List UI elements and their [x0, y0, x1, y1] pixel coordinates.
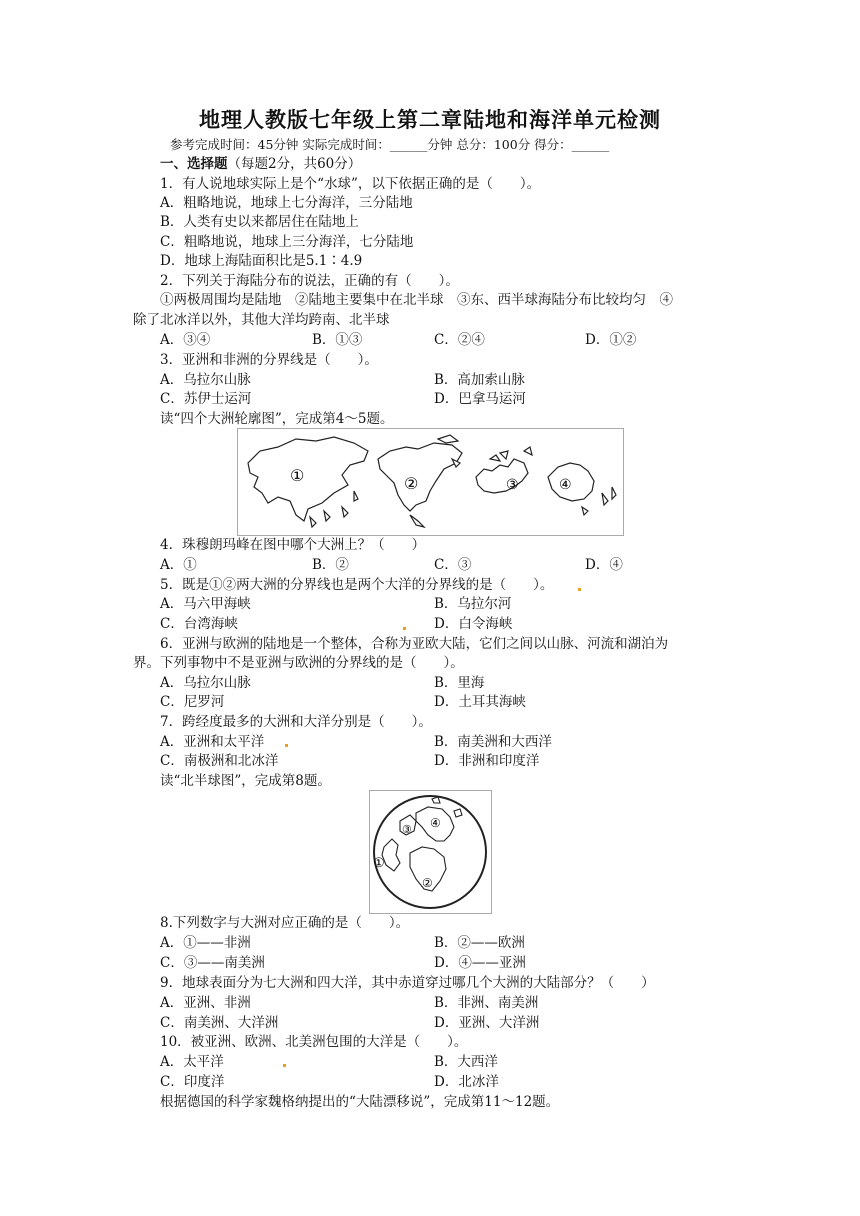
- figure1-label-1: ①: [290, 466, 305, 485]
- section-heading: [160, 155, 361, 173]
- reading-prompt-2: 读“北半球图”，完成第8题。: [160, 773, 331, 789]
- q5-option-b: B．乌拉尔河: [434, 596, 512, 612]
- q9-option-d: D．亚洲、大洋洲: [434, 1015, 540, 1031]
- q4-stem: 4．珠穆朗玛峰在图中哪个大洲上？（ ）: [160, 537, 426, 553]
- q10-option-a: A．太平洋: [160, 1054, 224, 1070]
- page-title: 地理人教版七年级上第二章陆地和海洋单元检测: [199, 108, 661, 132]
- q9-stem: 9．地球表面分为七大洲和四大洋，其中赤道穿过哪几个大洲的大陆部分？（ ）: [160, 975, 655, 991]
- q2-stem: 2．下列关于海陆分布的说法，正确的有（ ）。: [160, 273, 459, 289]
- q6-option-d: D．土耳其海峡: [434, 694, 526, 710]
- figure2-label-3: ③: [402, 823, 412, 836]
- q3-option-b: B．高加索山脉: [434, 372, 525, 388]
- q3-option-d: D．巴拿马运河: [434, 391, 526, 407]
- q7-option-a: A．亚洲和太平洋: [160, 734, 265, 750]
- q10-stem: 10．被亚洲、欧洲、北美洲包围的大洋是（ ）。: [160, 1034, 468, 1050]
- q9-option-a: A．亚洲、非洲: [160, 995, 251, 1011]
- q9-option-c: C．南美洲、大洋洲: [160, 1015, 279, 1031]
- q4-option-c: C．③: [434, 557, 472, 573]
- q7-stem: 7．跨经度最多的大洲和大洋分别是（ ）。: [160, 714, 432, 730]
- continents-outline-figure: [237, 428, 624, 536]
- figure1-label-2: ②: [404, 474, 419, 493]
- q7-option-b: B．南美洲和大西洋: [434, 734, 552, 750]
- q7-option-d: D．非洲和印度洋: [434, 753, 540, 769]
- q4-option-a: A．①: [160, 557, 197, 573]
- continents-outline-map: [238, 429, 623, 535]
- q2-statements-line2: 除了北冰洋以外，其他大洋均跨南、北半球: [133, 312, 390, 328]
- q8-option-c: C．③——南美洲: [160, 955, 265, 971]
- q2-option-c: C．②④: [434, 332, 485, 348]
- q2-statements-line1: ①两极周围均是陆地 ②陆地主要集中在北半球 ③东、西半球海陆分布比较均匀 ④: [160, 292, 673, 308]
- q4-option-b: B．②: [312, 557, 349, 573]
- q5-option-c: C．台湾海峡: [160, 616, 238, 632]
- q3-stem: 3．亚洲和非洲的分界线是（ ）。: [160, 352, 378, 368]
- reading-prompt-3: 根据德国的科学家魏格纳提出的“大陆漂移说”，完成第11～12题。: [160, 1094, 560, 1110]
- q10-option-d: D．北冰洋: [434, 1074, 499, 1090]
- q6-stem-line2: 界。下列事物中不是亚洲与欧洲的分界线的是（ ）。: [133, 655, 464, 671]
- section-title: 一、选择题: [160, 156, 228, 172]
- q3-option-a: A．乌拉尔山脉: [160, 372, 251, 388]
- q5-option-a: A．马六甲海峡: [160, 596, 251, 612]
- q10-option-b: B．大西洋: [434, 1054, 498, 1070]
- q2-option-d: D．①②: [585, 332, 637, 348]
- q8-option-a: A．①——非洲: [160, 935, 251, 951]
- scan-mark: [578, 588, 581, 591]
- northern-hemisphere-map: [370, 791, 491, 913]
- figure2-label-4: ④: [430, 816, 441, 830]
- continent-3-outline: [476, 459, 528, 493]
- q6-stem-line1: 6．亚洲与欧洲的陆地是一个整体，合称为亚欧大陆，它们之间以山脉、河流和湖泊为: [160, 636, 669, 652]
- q6-option-b: B．里海: [434, 675, 485, 691]
- q6-option-a: A．乌拉尔山脉: [160, 675, 251, 691]
- q8-option-b: B．②——欧洲: [434, 935, 525, 951]
- northern-hemisphere-figure: [369, 790, 492, 914]
- q7-option-c: C．南极洲和北冰洋: [160, 753, 279, 769]
- q5-stem: 5．既是①②两大洲的分界线也是两个大洋的分界线的是（ ）。: [160, 577, 554, 593]
- q8-option-d: D．④——亚洲: [434, 955, 526, 971]
- scan-mark: [403, 627, 406, 630]
- q4-option-d: D．④: [585, 557, 623, 573]
- q1-option-a: A．粗略地说，地球上七分海洋，三分陆地: [160, 195, 413, 211]
- scan-mark: [283, 1064, 286, 1067]
- scan-mark: [285, 744, 288, 747]
- q5-option-d: D．白令海峡: [434, 616, 513, 632]
- figure1-label-3: ③: [506, 477, 519, 493]
- q1-option-b: B．人类有史以来都居住在陆地上: [160, 214, 359, 230]
- figure2-label-1: ①: [373, 856, 385, 871]
- continent-1-outline: [248, 437, 368, 521]
- q6-option-c: C．尼罗河: [160, 694, 225, 710]
- figure2-label-2: ②: [422, 876, 433, 890]
- exam-meta: 参考完成时间：45分钟 实际完成时间：______分钟 总分：100分 得分：______: [170, 137, 610, 152]
- q1-stem: 1．有人说地球实际上是个“水球”，以下依据正确的是（ ）。: [160, 176, 541, 192]
- figure1-label-4: ④: [559, 477, 572, 493]
- continent-3-islands: [490, 447, 532, 461]
- q9-option-b: B．非洲、南美洲: [434, 995, 539, 1011]
- q1-option-c: C．粗略地说，地球上三分海洋，七分陆地: [160, 234, 414, 250]
- q1-option-d: D．地球上海陆面积比是5.1∶4.9: [160, 253, 363, 269]
- q2-option-b: B．①③: [312, 332, 363, 348]
- q3-option-c: C．苏伊士运河: [160, 391, 252, 407]
- reading-prompt-1: 读“四个大洲轮廓图”，完成第4～5题。: [160, 411, 394, 427]
- q10-option-c: C．印度洋: [160, 1074, 225, 1090]
- section-note: （每题2分，共60分）: [227, 156, 362, 172]
- q8-stem: 8.下列数字与大洲对应正确的是（ ）。: [160, 915, 410, 931]
- q2-option-a: A．③④: [160, 332, 211, 348]
- continent-2-outline: [378, 443, 462, 511]
